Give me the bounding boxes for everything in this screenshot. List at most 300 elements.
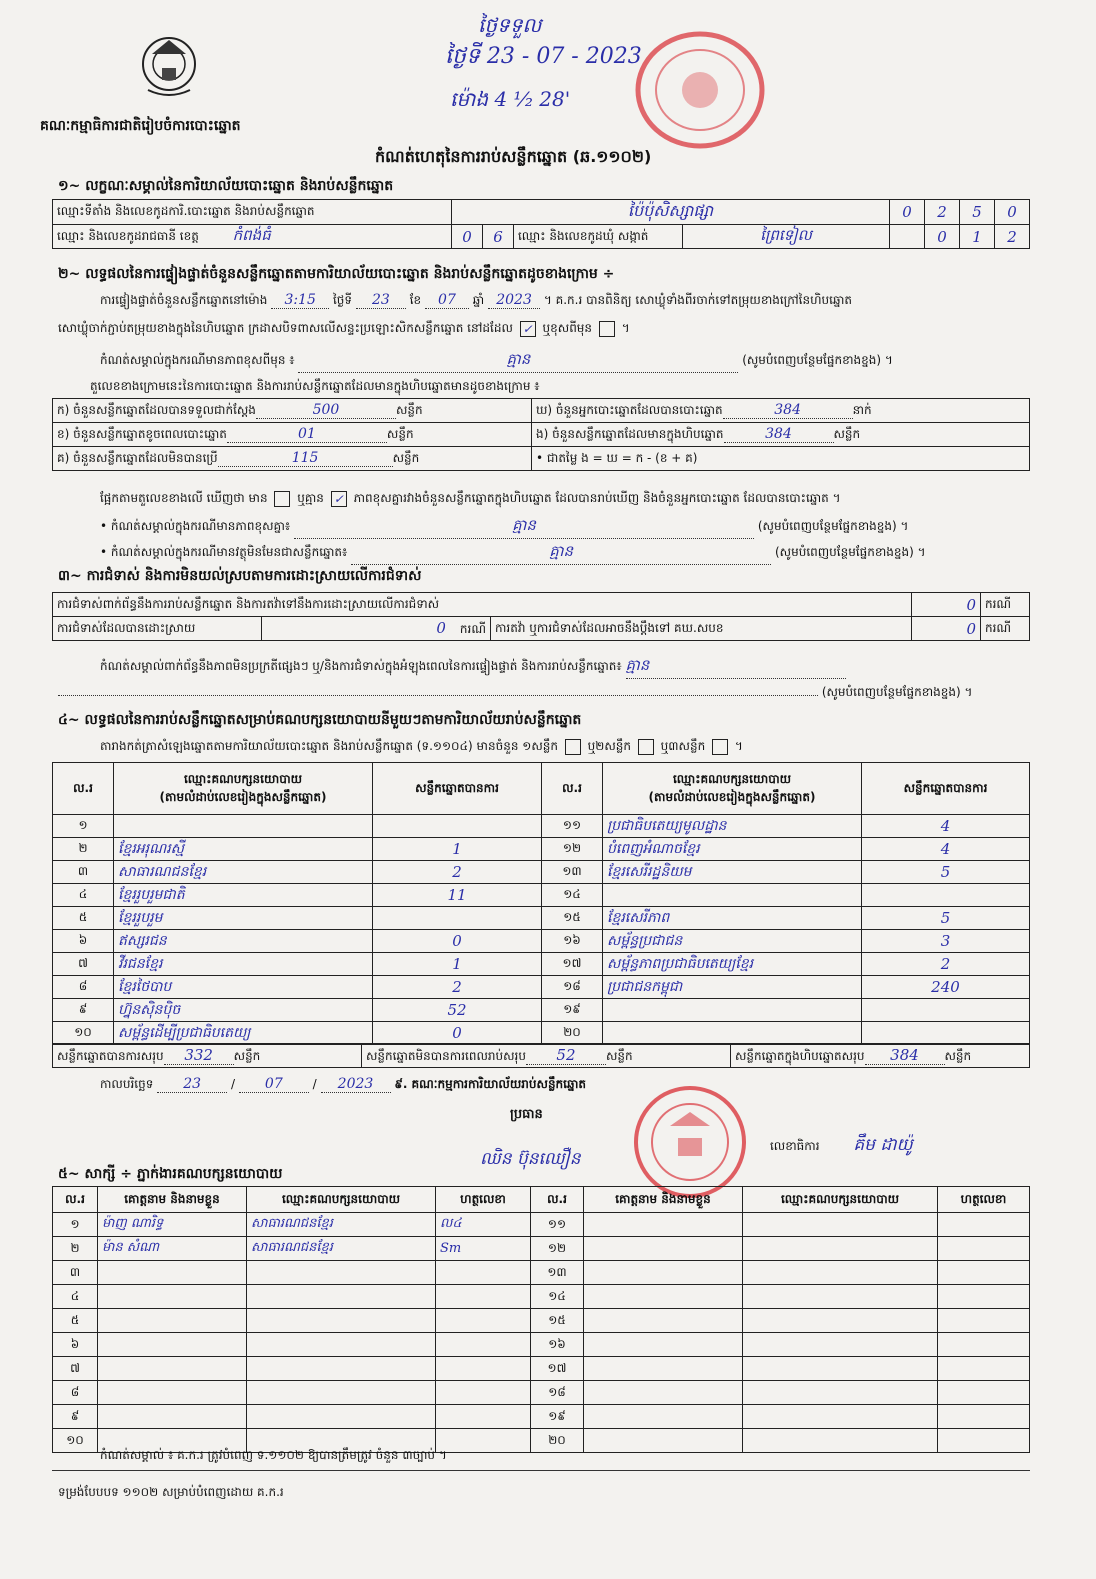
witness-col-sign: ហត្ថលេខា: [938, 1187, 1030, 1213]
col-party-subtitle: (តាមលំដាប់លេខរៀងក្នុងសន្លឹកឆ្នោត): [648, 789, 816, 804]
witness-row: [53, 1381, 1030, 1405]
witness-col-sign: ហត្ថលេខា: [436, 1187, 531, 1213]
party-name: សម្ព័ន្ធដើម្បីប្រជាធិបតេយ្យ: [114, 1022, 373, 1045]
difference-no-checkbox[interactable]: ✓: [331, 491, 347, 507]
results-row: [53, 976, 1030, 999]
total-valid-unit: សន្លឹក: [233, 1048, 261, 1063]
witness-no: ៨: [53, 1381, 98, 1405]
tally-3-checkbox[interactable]: [712, 739, 728, 755]
chair-label: ប្រធាន: [510, 1107, 543, 1122]
date-line: កាលបរិច្ឆេទ 23 / 07 / 2023 ៩. គណៈកម្មការការិយាល័យរាប់សន្លឹកឆ្នោត: [100, 1076, 587, 1092]
party-no: ៣: [53, 861, 114, 884]
party-no: ១៩: [542, 999, 603, 1022]
irregularity-note-value: គ្មាន: [626, 656, 846, 679]
tally-sheet-text: តារាងកត់ត្រាសំឡេងឆ្នោតតាមការិយាល័យបោះឆ្នោត និងរាប់សន្លឹកឆ្នោត (ទ.១១០៤) មានចំនួន ១សន្លឹក: [100, 739, 558, 753]
official-stamp-icon: [620, 30, 770, 150]
difference-note-label: • កំណត់សម្គាល់ក្នុងករណីមានភាពខុសគ្នា៖: [100, 519, 291, 533]
witness-row: [53, 1261, 1030, 1285]
witness-no: ៧: [53, 1357, 98, 1381]
received-note-time: ម៉ោង 4 ¹⁄₂ 28': [450, 87, 571, 111]
section1-table: [52, 199, 1030, 249]
party-votes: 0: [373, 1022, 542, 1045]
witness-no: ១៣: [531, 1261, 584, 1285]
witness-party: [247, 1333, 436, 1357]
witness-signature: [938, 1213, 1030, 1237]
count-value: 115: [218, 450, 393, 467]
count-unit: សន្លឹក: [395, 402, 423, 417]
count-value: 500: [256, 402, 396, 419]
col-votes-header: សន្លឹកឆ្នោតបានការ: [862, 763, 1030, 815]
section2-title: ២~ លទ្ធផលនៃការផ្ទៀងផ្ទាត់ចំនួនសន្លឹកឆ្នោតតាមការិយាល័យបោះឆ្នោត និងរាប់សន្លឹកឆ្នោតដូចខាងក្រោម ÷: [58, 266, 615, 282]
page-title: កំណត់ហេតុនៃការរាប់សន្លឹកឆ្នោត (ឆ.១១០២): [375, 147, 652, 166]
verification-text-d: ឆ្នាំ: [472, 293, 485, 307]
witness-row: [53, 1333, 1030, 1357]
location-code-4: 0: [995, 200, 1030, 225]
party-name: សាធារណជនខ្មែរ: [114, 861, 373, 884]
resolved-label: ការជំទាស់ដែលបានដោះស្រាយ: [53, 617, 262, 641]
party-name: សម្ព័ន្ធភាពប្រជាធិបតេយ្យខ្មែរ: [603, 953, 862, 976]
total-box-label: សន្លឹកឆ្នោតក្នុងហិបឆ្នោតសរុប: [735, 1048, 865, 1063]
party-name: [114, 815, 373, 838]
section3-title: ៣~ ការជំទាស់ និងការមិនយល់ស្របតាមការដោះស្រាយលើការជំទាស់: [58, 568, 422, 584]
col-no-header: ល.រ: [542, 763, 603, 815]
results-row: [53, 884, 1030, 907]
party-name: ហ្វ៊ុនស៊ិនប៉ិច: [114, 999, 373, 1022]
committee-stamp-icon: [620, 1084, 760, 1202]
committee-label: ៩. គណៈកម្មការការិយាល័យរាប់សន្លឹកឆ្នោត: [394, 1077, 587, 1091]
party-name: ខ្មែរអរុណរស្មី: [114, 838, 373, 861]
total-box-value: 384: [865, 1046, 945, 1065]
complaints-unit: ករណី: [981, 593, 1030, 617]
witness-name: ម៉ាន សំណា: [98, 1237, 247, 1261]
col-party-header: [114, 763, 373, 815]
total-box-cell: [731, 1044, 1030, 1068]
nec-emblem-icon: [138, 34, 200, 98]
witness-no: ១៩: [531, 1405, 584, 1429]
totals-table: [52, 1043, 1030, 1068]
witness-no: ១៧: [531, 1357, 584, 1381]
location-code-3: 5: [960, 200, 995, 225]
object-note-suffix: (សូមបំពេញបន្ថែមផ្នែកខាងខ្នង) ។: [774, 545, 926, 559]
party-votes: 1: [373, 838, 542, 861]
party-no: ៧: [53, 953, 114, 976]
province-label: ឈ្មោះ និងលេខកូដរាជធានី ខេត្ត: [57, 228, 199, 243]
witness-signature: Sm: [436, 1237, 531, 1261]
witness-row: [53, 1405, 1030, 1429]
difference-yes-checkbox[interactable]: [274, 491, 290, 507]
difference-text-a: ផ្អែកតាមតួលេខខាងលើ ឃើញថា មាន: [100, 491, 268, 505]
commune-label: ឈ្មោះ និងលេខកូដឃុំ សង្កាត់: [514, 225, 683, 249]
party-votes: 5: [862, 861, 1030, 884]
witness-signature: [938, 1357, 1030, 1381]
witness-name: [584, 1405, 743, 1429]
count-value: 01: [227, 426, 387, 443]
witness-party: សាធារណជនខ្មែរ: [247, 1213, 436, 1237]
party-name: ខ្មែររួបរួម: [114, 907, 373, 930]
seal-changed-text: ឬខុសពីមុន: [542, 321, 593, 335]
party-votes: [862, 999, 1030, 1022]
witness-no: ១០: [53, 1429, 98, 1453]
verification-text-b: ថ្ងៃទី: [333, 293, 353, 307]
witness-name: [584, 1357, 743, 1381]
verification-text-e: ។ គ.ក.រ បានពិនិត្យ សោឃ្លុំទាំងពីរចាក់ទៅតម្រុយខាងក្រៅនៃហិបឆ្នោត: [543, 293, 853, 307]
party-votes: 4: [862, 815, 1030, 838]
date-month: 07: [239, 1076, 309, 1093]
witness-signature: [938, 1429, 1030, 1453]
seal-changed-checkbox[interactable]: [599, 321, 615, 337]
witness-no: ១២: [531, 1237, 584, 1261]
witness-party: [743, 1333, 938, 1357]
verification-month: 07: [425, 292, 469, 309]
object-note-label: • កំណត់សម្គាល់ក្នុងករណីមានវត្ថុមិនមែនជាសន្លឹកឆ្នោត៖: [100, 545, 348, 559]
witness-party: [247, 1405, 436, 1429]
party-votes: 5: [862, 907, 1030, 930]
witness-col-name: គោត្តនាម និងនាមខ្លួន: [98, 1187, 247, 1213]
tally-end-text: ។: [734, 739, 743, 753]
witness-row: [53, 1309, 1030, 1333]
counts-row: [53, 447, 1030, 471]
witness-name: [98, 1381, 247, 1405]
col-party-header: [603, 763, 862, 815]
difference-line: [100, 490, 841, 508]
location-code-2: 2: [925, 200, 960, 225]
footer-divider: [52, 1470, 1030, 1471]
total-box-unit: សន្លឹក: [944, 1048, 972, 1063]
witness-no: ៤: [53, 1285, 98, 1309]
witness-col-no: ល.រ: [53, 1187, 98, 1213]
party-no: ១៥: [542, 907, 603, 930]
secretary-label: លេខាធិការ: [770, 1139, 820, 1153]
party-votes: 2: [373, 976, 542, 999]
counts-intro: តួលេខខាងក្រោមនេះនៃការបោះឆ្នោត និងការរាប់សន្លឹកឆ្នោតដែលមានក្នុងហិបឆ្នោតមានដូចខាងក្រោម ៖: [90, 379, 540, 393]
witness-no: ១៥: [531, 1309, 584, 1333]
irregularity-note-line2: [58, 684, 972, 702]
witness-signature: [436, 1285, 531, 1309]
section4-title: ៤~ លទ្ធផលនៃការរាប់សន្លឹកឆ្នោតសម្រាប់គណបក្សនយោបាយនីមួយៗតាមការិយាល័យរាប់សន្លឹកឆ្នោត: [58, 712, 582, 728]
witness-name: [98, 1285, 247, 1309]
commune-value: ព្រៃទៀល: [683, 225, 890, 249]
party-votes: 240: [862, 976, 1030, 999]
witness-signature: [938, 1333, 1030, 1357]
verification-text-c: ខែ: [409, 293, 422, 307]
witness-party: [743, 1405, 938, 1429]
received-note-line1: ថ្ងៃទទួល: [478, 13, 542, 37]
party-votes: [373, 815, 542, 838]
seal-line: [58, 320, 630, 338]
party-name: ប្រជាធិបតេយ្យមូលដ្ឋាន: [603, 815, 862, 838]
tally-sheet-line: [100, 738, 743, 756]
results-row: [53, 999, 1030, 1022]
tally-3-text: ឬ៣សន្លឹក: [660, 739, 706, 753]
witness-signature: [938, 1381, 1030, 1405]
results-row: [53, 838, 1030, 861]
witness-party: [247, 1381, 436, 1405]
witness-signature: [938, 1309, 1030, 1333]
complaints-label: ការជំទាស់ពាក់ព័ន្ធនឹងការរាប់សន្លឹកឆ្នោត និងការតវ៉ាទៅនឹងការដោះស្រាយលើការជំទាស់: [53, 593, 912, 617]
witness-name: [584, 1237, 743, 1261]
col-votes-header: សន្លឹកឆ្នោតបានការ: [373, 763, 542, 815]
col-no-header: ល.រ: [53, 763, 114, 815]
province-value: កំពង់ធំ: [232, 225, 271, 244]
province-row: [53, 225, 452, 249]
total-valid-label: សន្លឹកឆ្នោតបានការសរុប: [57, 1048, 164, 1063]
witness-name: [98, 1405, 247, 1429]
verification-year: 2023: [488, 292, 540, 309]
count-label: ង) ចំនួនសន្លឹកឆ្នោតដែលមានក្នុងហិបឆ្នោត: [536, 426, 724, 441]
witness-party: [743, 1309, 938, 1333]
count-unit: នាក់: [852, 402, 872, 417]
seal-note-suffix: (សូមបំពេញបន្ថែមផ្នែកខាងខ្នង) ។: [742, 353, 893, 367]
counts-table: [52, 398, 1030, 471]
party-no: ១៧: [542, 953, 603, 976]
verification-day: 23: [356, 292, 406, 309]
party-name: [603, 884, 862, 907]
secretary-line: [770, 1134, 913, 1159]
party-name: វីរ​ជនខ្មែរ: [114, 953, 373, 976]
party-name: បំពេញអំណាចខ្មែរ: [603, 838, 862, 861]
party-votes: [373, 907, 542, 930]
witness-name: [584, 1333, 743, 1357]
witness-signature: [436, 1261, 531, 1285]
party-votes: 11: [373, 884, 542, 907]
results-row: [53, 1022, 1030, 1045]
difference-note-line: [100, 516, 908, 539]
witness-no: ២០: [531, 1429, 584, 1453]
date-day: 23: [157, 1076, 227, 1093]
verification-line: [100, 292, 1030, 310]
total-invalid-cell: [362, 1044, 731, 1068]
committee-name: គណៈកម្មាធិការជាតិរៀបចំការបោះឆ្នោត: [40, 118, 241, 134]
party-votes: 4: [862, 838, 1030, 861]
witness-name: [584, 1381, 743, 1405]
date-year: 2023: [321, 1076, 391, 1093]
witness-signature: [436, 1429, 531, 1453]
witness-signature: [938, 1237, 1030, 1261]
count-label: ក) ចំនួនសន្លឹកឆ្នោតដែលបានទទួលជាក់ស្តែង: [57, 402, 256, 417]
witness-party: [743, 1213, 938, 1237]
party-no: ១២: [542, 838, 603, 861]
witness-party: [247, 1309, 436, 1333]
count-unit: សន្លឹក: [833, 426, 861, 441]
complaints-table: [52, 592, 1030, 641]
party-no: ៦: [53, 930, 114, 953]
section5-title: ៥~ សាក្សី ÷ ភ្នាក់ងារគណបក្សនយោបាយ: [58, 1166, 283, 1182]
witness-name: [584, 1261, 743, 1285]
difference-note-value: គ្មាន: [294, 516, 754, 539]
witness-name: [584, 1285, 743, 1309]
witness-no: ១៤: [531, 1285, 584, 1309]
witness-name: [584, 1309, 743, 1333]
party-votes: 1: [373, 953, 542, 976]
seal-note-line: [100, 350, 893, 373]
witness-name: ម៉ាញ ណារិទ្ធ: [98, 1213, 247, 1237]
witness-party: [743, 1261, 938, 1285]
difference-note-suffix: (សូមបំពេញបន្ថែមផ្នែកខាងខ្នង) ។: [757, 519, 909, 533]
witness-signature: [436, 1309, 531, 1333]
witness-party: សាធារណជនខ្មែរ: [247, 1237, 436, 1261]
appeal-unit: ករណី: [981, 617, 1030, 641]
tally-2-text: ឬ២សន្លឹក: [587, 739, 632, 753]
irregularity-note-line: [100, 656, 846, 679]
counts-row: [53, 399, 1030, 423]
witness-signature: [436, 1357, 531, 1381]
witness-no: ៦: [53, 1333, 98, 1357]
total-invalid-unit: សន្លឹក: [605, 1048, 633, 1063]
total-invalid-label: សន្លឹកឆ្នោតមិនបានការពេលរាប់សរុប: [366, 1048, 526, 1063]
total-valid-cell: [53, 1044, 362, 1068]
witness-party: [247, 1261, 436, 1285]
commune-code-1: 0: [925, 225, 960, 249]
witness-no: ១៦: [531, 1333, 584, 1357]
verification-time: 3:15: [271, 292, 329, 309]
witness-name: [584, 1213, 743, 1237]
witness-signature: ល៤: [436, 1213, 531, 1237]
party-no: ១១: [542, 815, 603, 838]
witness-row: [53, 1285, 1030, 1309]
party-votes: [862, 884, 1030, 907]
count-label: ខ) ចំនួនសន្លឹកឆ្នោតខូចពេលបោះឆ្នោត: [57, 426, 227, 441]
received-note-date: ថ្ងៃទី 23 - 07 - 2023: [445, 44, 642, 69]
seal-same-checkbox[interactable]: ✓: [520, 321, 536, 337]
difference-text-b: ឬគ្មាន: [297, 491, 324, 505]
party-no: ២: [53, 838, 114, 861]
count-label: ឃ) ចំនួនអ្នកបោះឆ្នោតដែលបានបោះឆ្នោត: [536, 402, 723, 417]
location-label: ឈ្មោះទីតាំង និងលេខកូដការិ.បោះឆ្នោត និងរាប់សន្លឹកឆ្នោត: [53, 200, 452, 225]
witness-no: ១: [53, 1213, 98, 1237]
party-name: [603, 999, 862, 1022]
chair-name: ឈិន ប៊ុនឈឿន: [480, 1149, 581, 1169]
witness-name: [98, 1309, 247, 1333]
witness-signature: [436, 1405, 531, 1429]
party-no: ២០: [542, 1022, 603, 1045]
seal-text: សោឃ្លុំចាក់ភ្ជាប់តម្រុយខាងក្នុងនៃហិបឆ្នោត ក្រដាសបិទពាសលើសន្ទះប្រឡោះសិកសន្លឹកឆ្នោត នៅដដែល: [58, 321, 513, 335]
appeal-label: ការតវ៉ា ឬការជំទាស់ដែលអាចនឹងប្តឹងទៅ គឃ.សបខ: [491, 617, 912, 641]
resolved-unit: ករណី: [459, 621, 486, 636]
witness-party: [247, 1357, 436, 1381]
results-row: [53, 907, 1030, 930]
results-table: [52, 762, 1030, 1045]
object-note-line: [100, 542, 926, 565]
witness-signature: [938, 1285, 1030, 1309]
footnote: កំណត់សម្គាល់ ៖ គ.ក.រ ត្រូវបំពេញ ទ.១១០២ ឱ្យបានត្រឹមត្រូវ ចំនួន ៣ច្បាប់ ។: [100, 1448, 447, 1462]
location-value: ប៉ៃប៉ុសិស្សាផ្សា: [452, 200, 890, 225]
counts-row: [53, 423, 1030, 447]
results-row: [53, 953, 1030, 976]
seal-note-value: គ្មាន: [298, 350, 738, 373]
irregularity-note-suffix: (សូមបំពេញបន្ថែមផ្នែកខាងខ្នង) ។: [821, 685, 973, 699]
verification-text-a: ការផ្ទៀងផ្ទាត់ចំនួនសន្លឹកឆ្នោតនៅម៉ោង: [100, 293, 268, 307]
witness-no: ៩: [53, 1405, 98, 1429]
witness-party: [247, 1285, 436, 1309]
section1-title: ១~ លក្ខណៈសម្គាល់នៃការិយាល័យបោះឆ្នោត និងរាប់សន្លឹកឆ្នោត: [58, 178, 394, 194]
witness-row: [53, 1237, 1030, 1261]
party-no: ៨: [53, 976, 114, 999]
total-invalid-value: 52: [526, 1046, 606, 1065]
party-no: ១៣: [542, 861, 603, 884]
witness-col-party: ឈ្មោះគណបក្សនយោបាយ: [743, 1187, 938, 1213]
witness-party: [743, 1237, 938, 1261]
appeal-value: 0: [912, 617, 981, 641]
party-votes: 2: [862, 953, 1030, 976]
secretary-name: គឹម ដាយ៉ូ: [853, 1135, 913, 1155]
witness-no: ១៨: [531, 1381, 584, 1405]
party-name: សម្ព័ន្ធប្រជាជន: [603, 930, 862, 953]
witness-name: [98, 1357, 247, 1381]
witness-name: [98, 1333, 247, 1357]
party-no: ១៨: [542, 976, 603, 999]
tally-1-checkbox[interactable]: [565, 739, 581, 755]
witness-col-party: ឈ្មោះគណបក្សនយោបាយ: [247, 1187, 436, 1213]
complaints-value: 0: [912, 593, 981, 617]
witness-no: ៣: [53, 1261, 98, 1285]
witness-no: ១១: [531, 1213, 584, 1237]
party-votes: 3: [862, 930, 1030, 953]
witness-signature: [938, 1405, 1030, 1429]
count-unit: សន្លឹក: [392, 450, 420, 465]
party-votes: 52: [373, 999, 542, 1022]
witness-col-name: គោត្តនាម និងនាមខ្លួន: [584, 1187, 743, 1213]
col-party-subtitle: (តាមលំដាប់លេខរៀងក្នុងសន្លឹកឆ្នោត): [159, 789, 327, 804]
witness-name: [584, 1429, 743, 1453]
witness-no: ២: [53, 1237, 98, 1261]
witness-name: [98, 1261, 247, 1285]
province-code-2: 6: [483, 225, 514, 249]
col-party-title: ឈ្មោះគណបក្សនយោបាយ: [672, 771, 792, 786]
resolved-value: 0: [436, 618, 446, 637]
witness-party: [743, 1381, 938, 1405]
difference-text-c: ភាពខុសគ្នារវាងចំនួនសន្លឹកឆ្នោតក្នុងហិបឆ្នោត ដែលបានរាប់ឃើញ និងចំនួនអ្នកបោះឆ្នោត ដែលបានបោះឆ្នោត ។: [353, 491, 841, 505]
results-row: [53, 861, 1030, 884]
tally-2-checkbox[interactable]: [638, 739, 654, 755]
commune-code-2: 1: [960, 225, 995, 249]
witness-table: [52, 1186, 1030, 1453]
witness-signature: [436, 1333, 531, 1357]
results-row: [53, 930, 1030, 953]
party-name: ខ្មែរថៃបាប: [114, 976, 373, 999]
witness-party: [743, 1357, 938, 1381]
witness-party: [743, 1285, 938, 1309]
party-name: ខ្មែររួបរួមជាតិ: [114, 884, 373, 907]
party-name: ឥស្សរជន: [114, 930, 373, 953]
witness-no: ៥: [53, 1309, 98, 1333]
party-no: ១: [53, 815, 114, 838]
witness-party: [743, 1429, 938, 1453]
party-name: ប្រជាជនកម្ពុជា: [603, 976, 862, 999]
party-no: ៥: [53, 907, 114, 930]
location-code-1: 0: [890, 200, 925, 225]
party-name: ខ្មែរសេរីរដ្ឋនិយម: [603, 861, 862, 884]
count-formula: • ជាតម្លៃ ង = ឃ = ក - (ខ + គ): [536, 450, 698, 465]
party-no: ១៦: [542, 930, 603, 953]
party-votes: 2: [373, 861, 542, 884]
party-name: ខ្មែរសេរីភាព: [603, 907, 862, 930]
irregularity-note-label: កំណត់សម្គាល់ពាក់ព័ន្ធនឹងភាពមិនប្រក្រតីផ្សេងៗ ឬ/និងការជំទាស់ក្នុងអំឡុងពេលនៃការផ្ទៀងផ្ទាត់ និងការរាប់សន្លឹកឆ្នោត៖: [100, 659, 622, 673]
province-code-1: 0: [452, 225, 483, 249]
witness-row: [53, 1357, 1030, 1381]
form-footer: ទម្រង់បែបបទ ១១០២ សម្រាប់បំពេញដោយ គ.ក.រ: [58, 1485, 284, 1499]
count-value: 384: [724, 426, 834, 443]
resolved-cell: [262, 617, 491, 641]
results-row: [53, 815, 1030, 838]
commune-code-3: 2: [995, 225, 1030, 249]
party-no: ៤: [53, 884, 114, 907]
total-valid-value: 332: [164, 1046, 234, 1065]
party-votes: [862, 1022, 1030, 1045]
witness-col-no: ល.រ: [531, 1187, 584, 1213]
witness-signature: [436, 1381, 531, 1405]
witness-signature: [938, 1261, 1030, 1285]
count-value: 384: [723, 402, 853, 419]
